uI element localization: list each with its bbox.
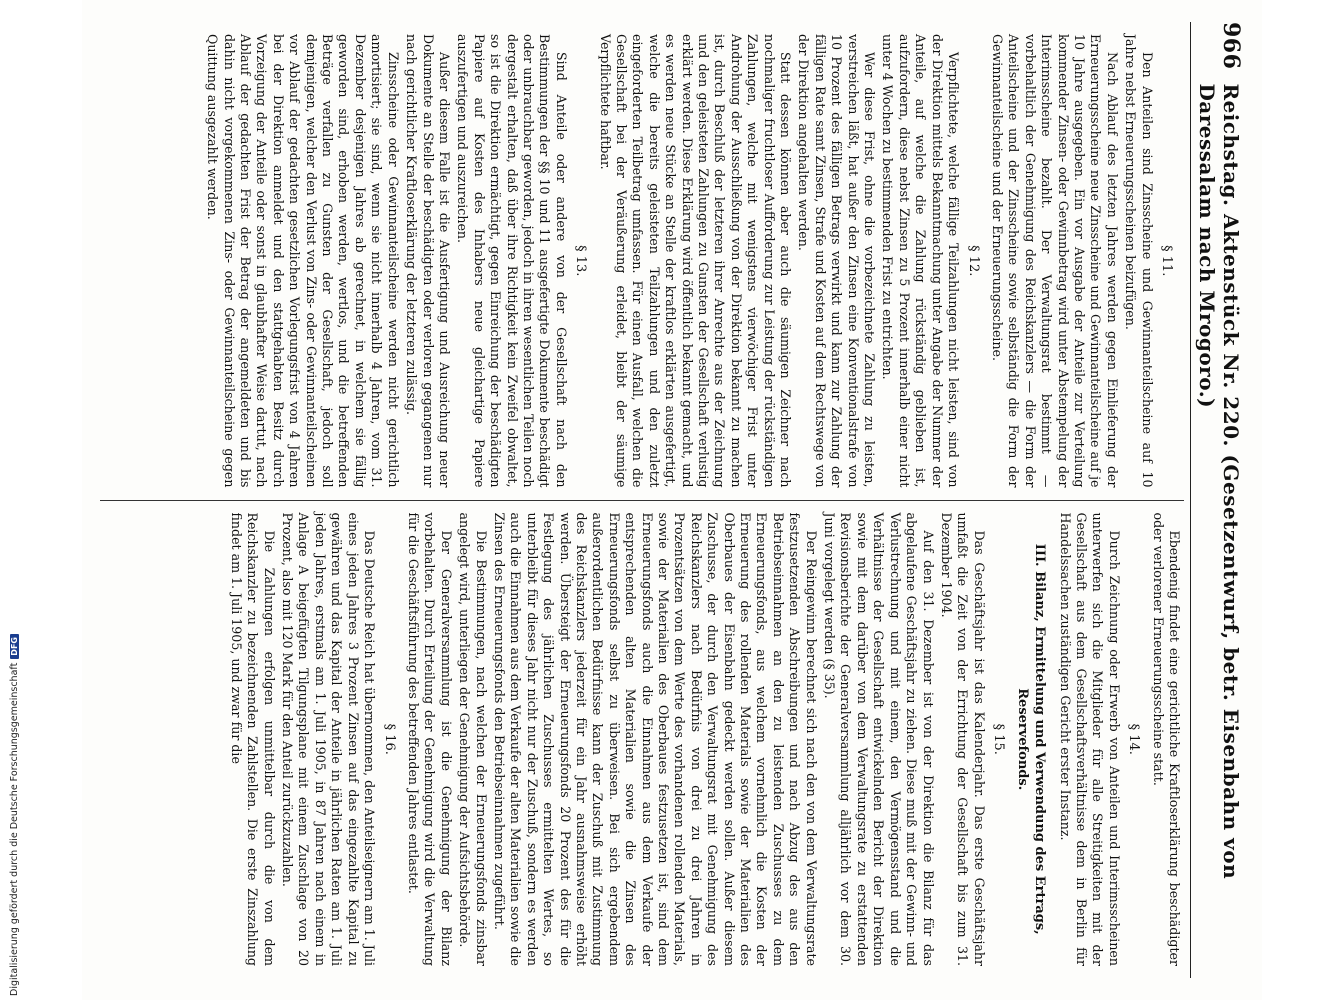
page-header: [1190, 22, 1244, 978]
paragraph: Die Zahlungen erfolgen unmittelbar durch die von dem Reichskanzler zu bezeichnenden Zahlstellen. Die erste Zinszahlung findet am 1. Juli 1905, und zwar für die: [228, 512, 277, 966]
section-15-heading: § 15.: [991, 723, 1007, 755]
paragraph: Die Bestimmungen, nach welchen der Erneuerungsfonds zinsbar angelegt wird, unterliegen der Genehmigung der Aufsichtsbehörde.: [457, 512, 489, 966]
left-column: [100, 22, 1190, 500]
paragraph: Zinsscheine oder Gewinnanteilscheine werden nicht gerichtlich amortisiert; sie sind, wenn sie nicht innerhalb 4 Jahren, vom 31. Dezember desjenigen Jahres ab gerechnet, in welchem sie fällig geworden sind, erhoben werden, wertlos, und die betreffenden Beträge verfallen zu Gunsten der Gesellschaft, jedoch soll demjenigen, welcher den Verlust von Zins- oder Gewinnanteilscheinen vor Ablauf der gedachten gesetzlichen Vorlegungsfrist von 4 Jahren bei der Direktion anmeldet und den stattgehabten Besitz durch Vorzeigung der Anteile oder sonst in glaubhafter Weise dartut, nach Ablauf der gedachten Frist der Betrag der angemeldeten und bis dahin nicht vorgekommenen Zins- oder Gewinnanteilscheine gegen Quittung ausgezahlt werden.: [205, 34, 401, 488]
paragraph: Verpflichtete, welche fällige Teilzahlungen nicht leisten, sind von der Direktion mittels Bekanntmachung unter Angabe der Nummer der Anteile, auf welche die Zahlung rückständig geblieben ist, aufzufordern, diese nebst Zinsen zu 5 Prozent innerhalb einer nicht unter 4 Wochen zu bestimmenden Frist zu entrichten.: [880, 34, 962, 488]
rotated-document-page: [82, 0, 1262, 1000]
section-14-heading: § 14.: [1126, 723, 1142, 755]
page-title: Reichstag. Aktenstück Nr. 220. (Gesetzentwurf, betr. Eisenbahn von Daressalam nach Mrogoro.): [1195, 83, 1243, 880]
paragraph: Nach Ablauf des letzten Jahres werden gegen Einlieferung der Erneuerungsscheine neue Zinsscheine und Gewinnanteilscheine auf je 10 Jahre ausgegeben. Ein vor Ausgabe der Anteile zur Verteilung kommender Zinsen- oder Gewinnbetrag wird unter Abstempelung der Interimsscheine bezahlt. Der Verwaltungsrat bestimmt — vorbehaltlich der Genehmigung des Reichskanzlers — die Form der Anteilscheine und der Zinsscheine sowie selbständig die Form der Gewinnanteilscheine und der Erneuerungsscheine.: [989, 34, 1120, 488]
right-column: [100, 501, 1190, 979]
section-13-heading: § 13.: [573, 245, 589, 277]
text-columns: [100, 22, 1190, 978]
paragraph: Statt dessen können aber auch die säumigen Zeichner nach nochmaliger fruchtloser Aufforderung zur Leistung der rückständigen Zahlungen, welche mit wenigstens vierwöchiger Frist unter Androhung der Ausschließung von der Direktion bekannt zu machen ist, durch Beschluß der letzteren ihrer Anrechte aus der Zeichnung und den geleisteten Zahlungen zu Gunsten der Gesellschaft verlustig erklärt werden. Diese Erklärung wird öffentlich bekannt gemacht, und es werden neue Stücke an Stelle der kraftlos erklärten ausgefertigt, welche die bereits geleisteten Teilzahlungen und den zuletzt eingeforderten Teilbetrag umfassen. Für einen Ausfall, welchen die Gesellschaft bei der Veräußerung erleidet, bleibt der säumige Verpflichtete haftbar.: [597, 34, 794, 488]
paragraph: Ebendenig findet eine gerichtliche Kraftloserklärung beschädigter oder verlorener Erneuerungsscheine statt.: [1150, 512, 1182, 966]
footer-text-row: [9, 6, 20, 996]
paragraph: Sind Anteile oder andere von der Gesellschaft nach den Bestimmungen der §§ 10 und 11 ausgefertigte Dokumente beschädigt oder unbrauchbar geworden, jedoch in ihren wesentlichen Teilen noch dergestalt erhalten, daß über ihre Richtigkeit kein Zweifel obwaltet, so ist die Direktion ermächtigt, gegen Einreichung der beschädigten Papiere auf Kosten des Inhabers neue gleichartige Papiere auszufertigen und auszureichen.: [455, 34, 569, 488]
section-iii-title: III. Bilanz, Ermittelung und Verwendung des Ertrags, Reservefonds.: [1015, 543, 1048, 935]
paragraph: Das Deutsche Reich hat übernommen, den Anteilseignern am 1. Juli eines jeden Jahres 3 Prozent Zinsen auf das eingezahlte Kapital zu gewähren und das Kapital der Anteile in jährlichen Raten am 1. Juli jeden Jahres, erstmals am 1. Juli 1905, in 87 Jahren nach einem in Anlage A beigefügten Tilgungsplane mit einem Zuschlage von 20 Prozent, also mit 120 Mark für den Anteil zurückzuzahlen.: [280, 512, 378, 966]
page-number: 966: [1218, 22, 1244, 70]
paragraph: Wer diese Frist, ohne die vorbezeichnete Zahlung zu leisten, verstreichen läßt, hat außer den Zinsen eine Konventionalstrafe von 10 Prozent des fälligen Betrags verwirkt und kann zur Zahlung der fälligen Rate samt Zinsen, Strafe und Kosten auf dem Rechtswege von der Direktion angehalten werden.: [796, 34, 878, 488]
section-12-heading: § 12.: [965, 245, 981, 277]
section-16-heading: § 16.: [381, 723, 397, 755]
paragraph: Der Generalversammlung ist die Genehmigung der Bilanz vorbehalten. Durch Erteilung der Genehmigung wird die Verwaltung für die Geschäftsführung des betreffenden Jahres entlastet.: [405, 512, 454, 966]
section-11-heading: § 11.: [1159, 245, 1174, 277]
dfg-logo: DFG: [10, 634, 19, 659]
paragraph: Durch Zeichnung oder Erwerb von Anteilen und Interimsscheinen unterwerfen sich die Mitglieder für alle Streitigkeiten mit der Gesellschaft aus dem Gesellschaftsverhältnisse dem in Berlin für Handelssachen zuständigen Gericht erster Instanz.: [1057, 512, 1122, 966]
footer-credit-text: Digitalisierung gefördert durch die Deutsche Forschungsgemeinschaft: [9, 662, 20, 996]
paragraph: Das Geschäftsjahr ist das Kalenderjahr. Das erste Geschäftsjahr umfaßt die Zeit von der Errichtung der Gesellschaft bis zum 31. Dezember 1904.: [938, 512, 987, 966]
paragraph: Auf den 31. Dezember ist von der Direktion die Bilanz für das abgelaufene Geschäftsjahr zu ziehen. Diese muß mit der Gewinn- und Verlustrechnung und mit einem, den Vermögensstand und die Verhältnisse der Gesellschaft entwickelnden Bericht der Direktion sowie mit dem darüber von dem Verwaltungsrate zu erstattenden Revisionsberichte der Generalversammlung alljährlich vor dem 30. Juni vorgelegt werden (§ 35).: [822, 512, 936, 966]
paragraph: Den Anteilen sind Zinsscheine und Gewinnanteilscheine auf 10 Jahre nebst Erneuerungsscheinen beizufügen.: [1123, 34, 1155, 488]
paragraph: Der Reingewinn berechnet sich nach den von dem Verwaltungsrate festzusetzenden Abschreibungen und nach Abzug des aus den Betriebseinnahmen an den zu leistenden Zuschusses zu dem Erneuerungsfonds, aus welchem vornehmlich die Kosten der Erneuerung des rollenden Materials sowie der Materialien des Oberbaues der Eisenbahn gedeckt werden sollen. Außer diesem Zuschusse, der durch den Verwaltungsrat mit Genehmigung des Reichskanzlers nach Bedürfnis von drei zu drei Jahren in Prozentsätzen von dem Werte des vorhandenen rollenden Materials, sowie der Materialien des Oberbaues festzusetzen ist, sind dem Erneuerungsfonds auch die Einnahmen aus dem Verkaufe der entsprechenden alten Materialien sowie die Zinsen des Erneuerungsfonds selbst zu überweisen. Bei sich ergebendem außerordentlichen Bedürfnisse kann der Zuschuß mit Zustimmung des Reichskanzlers jederzeit für ein Jahr ausnahmsweise erhöht werden. Übersteigt der Erneuerungsfonds 20 Prozent des für die Festlegung des jährlichen Zuschusses ermittelten Wertes, so unterbleibt für dieses Jahr nicht nur der Zuschuß, sondern es werden auch die Einnahmen aus dem Verkaufe der alten Materialien sowie die Zinsen des Erneuerungsfonds den Betriebseinnahmen zugeführt.: [491, 512, 819, 966]
paragraph: Außer diesem Falle ist die Ausfertigung und Ausreichung neuer Dokumente an Stelle der beschädigten oder verloren gegangenen nur nach gerichtlicher Kraftloserklärung der letzteren zulässig.: [404, 34, 452, 488]
digitization-footer: [0, 0, 20, 1000]
